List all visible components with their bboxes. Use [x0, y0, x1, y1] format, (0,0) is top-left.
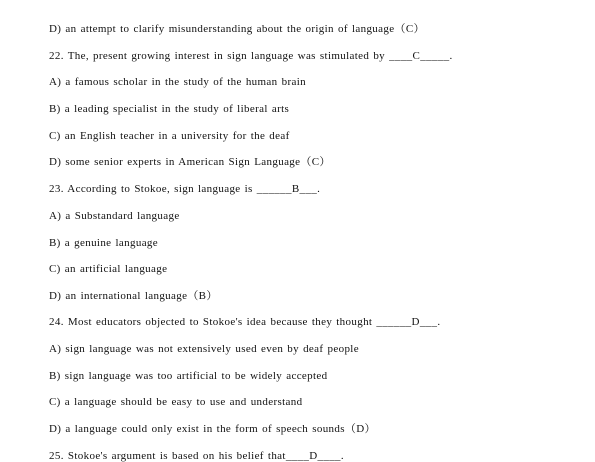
option-22-d: D) some senior experts in American Sign Language（C）	[49, 156, 331, 168]
question-25: 25. Stokoe's argument is based on his belief that____D____.	[49, 450, 345, 462]
option-23-a: A) a Substandard language	[49, 210, 180, 222]
option-24-b: B) sign language was too artificial to be widely accepted	[49, 370, 328, 382]
option-22-c: C) an English teacher in a university for the deaf	[49, 130, 290, 142]
question-22: 22. The, present growing interest in sign language was stimulated by ____C_____.	[49, 50, 453, 62]
option-23-c: C) an artificial language	[49, 263, 168, 275]
option-24-c: C) a language should be easy to use and understand	[49, 396, 303, 408]
option-24-a: A) sign language was not extensively used even by deaf people	[49, 343, 359, 355]
option-23-b: B) a genuine language	[49, 237, 159, 249]
question-24: 24. Most educators objected to Stokoe's idea because they thought ______D___.	[49, 316, 441, 328]
option-24-d: D) a language could only exist in the form of speech sounds（D）	[49, 423, 376, 435]
option-22-a: A) a famous scholar in the study of the human brain	[49, 76, 306, 88]
option-23-d: D) an international language（B）	[49, 290, 218, 302]
question-23: 23. According to Stokoe, sign language is ______B___.	[49, 183, 321, 195]
option-21-d: D) an attempt to clarify misunderstanding about the origin of language（C）	[49, 23, 425, 35]
option-22-b: B) a leading specialist in the study of liberal arts	[49, 103, 290, 115]
